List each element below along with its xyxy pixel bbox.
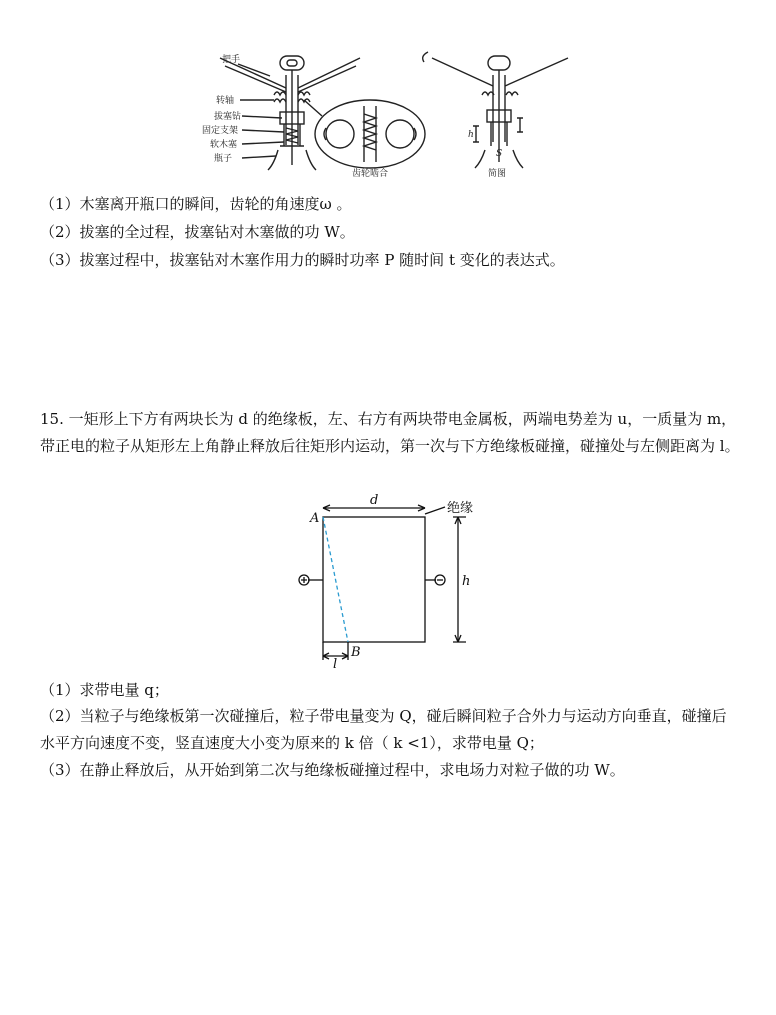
label-gear-caption: 齿轮啮合 [352, 169, 389, 179]
q14-item-2: （2）拔塞的全过程，拔塞钻对木塞做的功 W。 [40, 223, 355, 241]
label-insulator: 绝缘 [447, 501, 474, 516]
trajectory-line [323, 517, 348, 642]
label-drill: 拔塞钻 [214, 112, 242, 122]
q15-item-1: （1）求带电量 q； [40, 681, 169, 699]
q15-figure [290, 490, 490, 670]
label-h-small: h [468, 130, 474, 140]
label-s-small: S [496, 149, 503, 159]
rectangle [323, 517, 425, 642]
q15-stem: 15. 一矩形上下方有两块长为 d 的绝缘板，左、右方有两块带电金属板，两端电势差为 u，一质量为 m，带正电的粒子从矩形左上角静止释放后往矩形内运动，第一次与下方绝缘板碰撞，碰撞处与左侧距离为 l。 [40, 410, 740, 455]
label-simple-caption: 简图 [488, 169, 507, 179]
q15-item-3: （3）在静止释放后，从开始到第二次与绝缘板碰撞过程中，求电场力对粒子做的功 W。 [40, 761, 625, 779]
label-stand: 固定支架 [202, 126, 239, 136]
label-d: d [370, 493, 379, 508]
q15-item-2: （2）当粒子与绝缘板第一次碰撞后，粒子带电量变为 Q，碰后瞬间粒子合外力与运动方向垂直，碰撞后水平方向速度不变，竖直速度大小变为原来的 k 倍（ k <1），求带电量 Q； [40, 707, 727, 752]
q14-item-3: （3）拔塞过程中，拔塞钻对木塞作用力的瞬时功率 P 随时间 t 变化的表达式。 [40, 251, 565, 269]
label-cork: 软木塞 [210, 140, 238, 150]
label-shaft: 转轴 [216, 96, 235, 106]
label-l: l [333, 657, 338, 670]
label-B: B [351, 645, 361, 660]
label-A: A [310, 511, 320, 526]
label-handle: 把手 [222, 55, 241, 65]
label-h: h [462, 574, 471, 589]
label-bottle: 瓶子 [214, 154, 233, 164]
corkscrew-figure [200, 50, 590, 180]
q14-item-1: （1）木塞离开瓶口的瞬间，齿轮的角速度ω 。 [40, 195, 352, 213]
